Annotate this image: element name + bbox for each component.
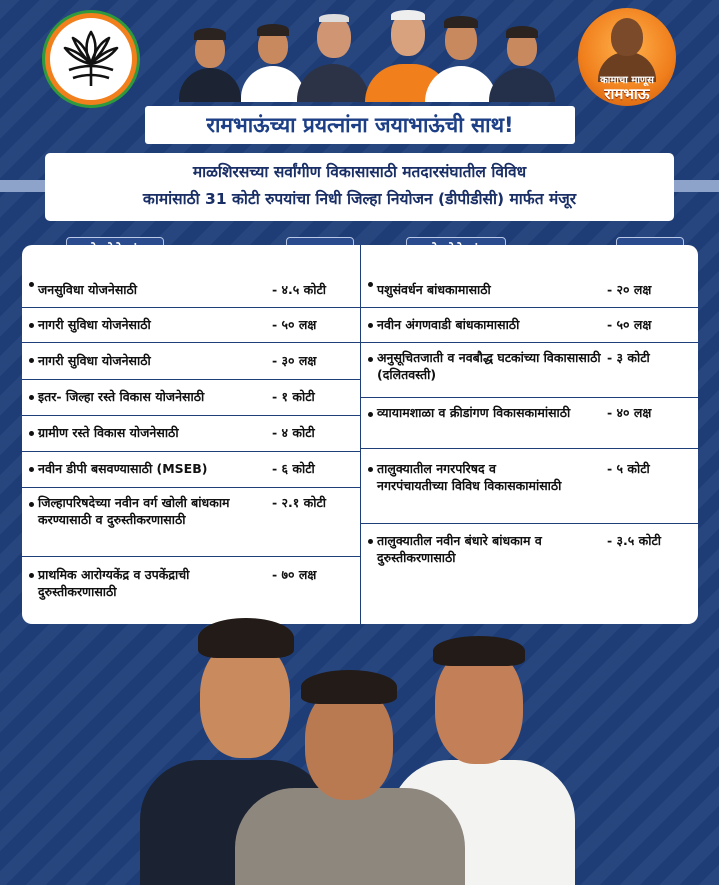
table-row: [22, 273, 360, 308]
scheme-name: जिल्हापरिषदेच्या नवीन वर्ग खोली बांधकाम करण्यासाठी व दुरुस्तीकरणासाठी: [38, 495, 230, 527]
scheme-amount: - २.१ कोटी: [272, 495, 327, 510]
scheme-name: व्यायामशाळा व क्रीडांगण विकासकामांसाठी: [377, 405, 571, 420]
scheme-amount: - ४.५ कोटी: [272, 282, 327, 297]
scheme-amount: - ३० लक्ष: [272, 353, 317, 368]
leader-portrait: [485, 22, 559, 102]
scheme-amount: - ४ कोटी: [272, 425, 315, 440]
scheme-name: नवीन डीपी बसवण्यासाठी (MSEB): [38, 461, 208, 476]
portrait-center: [235, 670, 465, 885]
scheme-amount: - ४० लक्ष: [607, 405, 652, 420]
scheme-name: ग्रामीण रस्ते विकास योजनेसाठी: [38, 425, 179, 440]
lotus-icon: [59, 26, 123, 92]
bottom-portraits: [140, 610, 580, 885]
table-row: [22, 557, 360, 617]
leader-portrait: [293, 12, 373, 102]
scheme-name: नागरी सुविधा योजनेसाठी: [38, 353, 151, 368]
leader-portrait: [175, 24, 245, 102]
scheme-amount: - ६ कोटी: [272, 461, 315, 476]
subtitle-line1: माळशिरसच्या सर्वांगीण विकासासाठी मतदारसंघातील विविध: [192, 163, 527, 181]
party-logo: [45, 13, 137, 105]
badge-line2: रामभाऊ: [604, 85, 650, 103]
subtitle-box: [45, 153, 674, 221]
scheme-name: नागरी सुविधा योजनेसाठी: [38, 317, 151, 332]
table-row: [361, 398, 698, 449]
scheme-name: इतर- जिल्हा रस्ते विकास योजनेसाठी: [38, 389, 205, 404]
leaders-photo-group: [175, 10, 565, 102]
scheme-name: अनुसूचितजाती व नवबौद्ध घटकांच्या विकासासाठी (दलितवस्ती): [377, 350, 601, 382]
table-row: [361, 273, 698, 308]
kamacha-manus-badge: [578, 8, 676, 106]
table-row: [22, 416, 360, 452]
scheme-amount: - ५ कोटी: [607, 461, 650, 476]
funds-table-left-column: [22, 245, 361, 624]
scheme-name: प्राथमिक आरोग्यकेंद्र व उपकेंद्राची दुरुस्तीकरणासाठी: [38, 567, 190, 599]
table-row: [361, 524, 698, 584]
funds-table-right-column: [361, 245, 698, 624]
scheme-name: तालुक्यातील नगरपरिषद व नगरपंचायतीच्या विविध विकासकामांसाठी: [377, 461, 562, 493]
table-row: [22, 343, 360, 380]
headline: रामभाऊंच्या प्रयत्नांना जयाभाऊंची साथ!: [145, 106, 575, 144]
scheme-amount: - १ कोटी: [272, 389, 315, 404]
scheme-amount: - ३.५ कोटी: [607, 533, 662, 548]
scheme-amount: - ५० लक्ष: [272, 317, 317, 332]
funds-table: [22, 245, 698, 624]
badge-line1: कामाचा माणूस: [600, 75, 654, 86]
table-row: [361, 308, 698, 343]
table-row: [361, 343, 698, 398]
scheme-name: पशुसंवर्धन बांधकामासाठी: [377, 282, 491, 297]
scheme-name: जनसुविधा योजनेसाठी: [38, 282, 138, 297]
decor-stripe: [674, 180, 719, 192]
scheme-amount: - ३ कोटी: [607, 350, 650, 365]
table-row: [22, 380, 360, 416]
decor-stripe: [0, 180, 45, 192]
table-row: [361, 449, 698, 524]
scheme-amount: - ७० लक्ष: [272, 567, 317, 582]
table-row: [22, 488, 360, 557]
scheme-amount: - २० लक्ष: [607, 282, 652, 297]
subtitle-line2: कामांसाठी 31 कोटी रुपयांचा निधी जिल्हा नियोजन (डीपीडीसी) मार्फत मंजूर: [142, 190, 577, 208]
table-row: [22, 308, 360, 343]
table-row: [22, 452, 360, 488]
scheme-name: नवीन अंगणवाडी बांधकामासाठी: [377, 317, 520, 332]
scheme-name: तालुक्यातील नवीन बंधारे बांधकाम व दुरुस्तीकरणासाठी: [377, 533, 542, 565]
scheme-amount: - ५० लक्ष: [607, 317, 652, 332]
